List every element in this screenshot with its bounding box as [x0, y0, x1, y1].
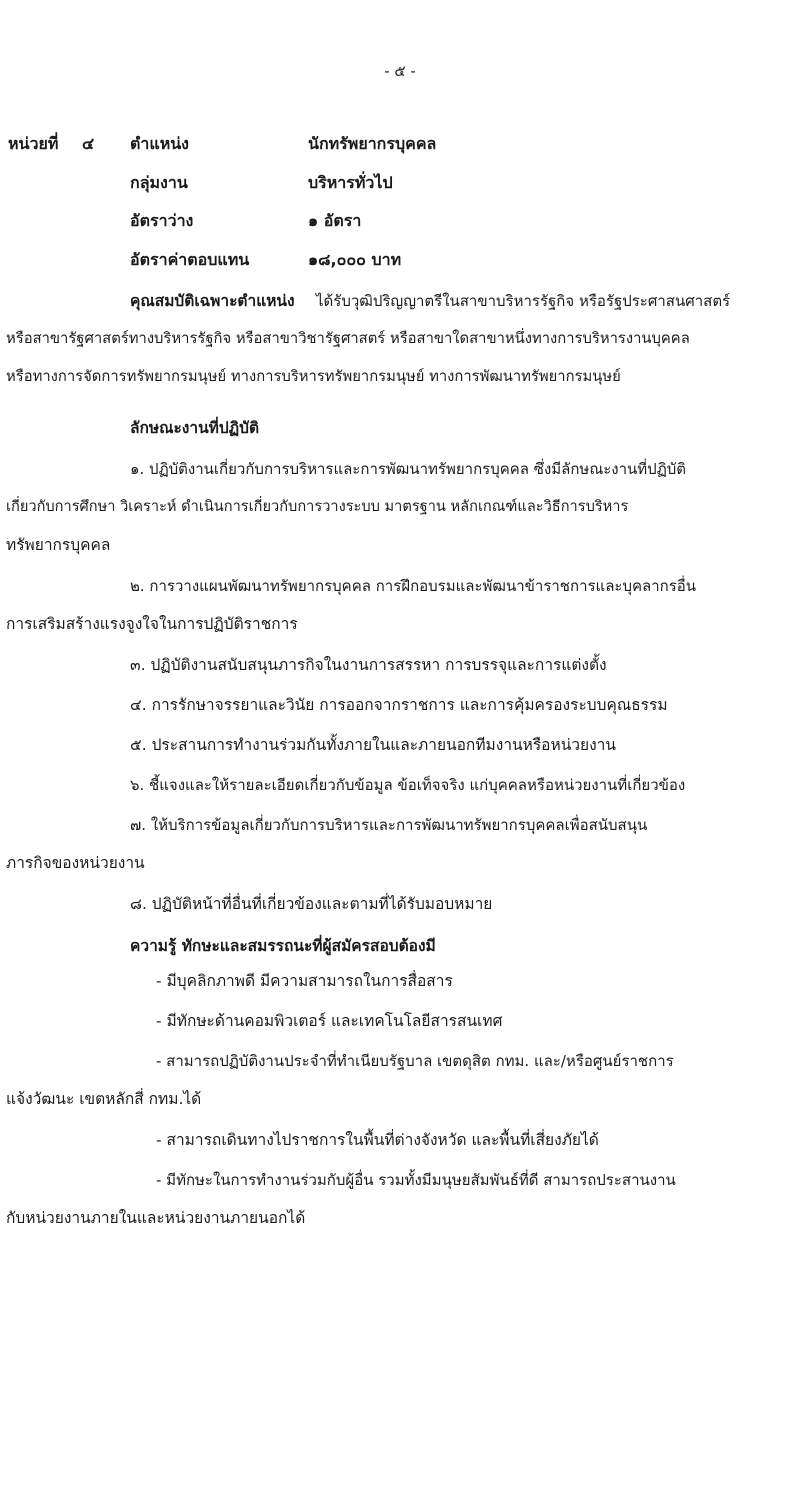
field-value-vacancy: ๑ อัตรา	[308, 211, 362, 230]
skill-item: กับหน่วยงานภายในและหน่วยงานภายนอกได้	[6, 1209, 306, 1227]
qualification-heading: คุณสมบัติเฉพาะตำแหน่ง	[130, 292, 295, 310]
duty-item: ๖. ชี้แจงและให้รายละเอียดเกี่ยวกับข้อมูล ข้อเท็จจริง แก่บุคคลหรือหน่วยงานที่เกี่ยวข้อง	[130, 776, 686, 794]
duty-item: การเสริมสร้างแรงจูงใจในการปฏิบัติราชการ	[6, 615, 298, 633]
skill-item: แจ้งวัฒนะ เขตหลักสี่ กทม.ได้	[6, 1090, 202, 1108]
skill-item: - มีบุคลิกภาพดี มีความสามารถในการสื่อสาร	[156, 972, 453, 990]
skill-item: - สามารถเดินทางไปราชการในพื้นที่ต่างจังหวัด และพื้นที่เสี่ยงภัยได้	[156, 1131, 599, 1149]
page-number: - ๕ -	[384, 62, 416, 80]
duty-item: ๘. ปฏิบัติหน้าที่อื่นที่เกี่ยวข้องและตามที่ได้รับมอบหมาย	[130, 895, 493, 913]
duty-item: ๔. การรักษาจรรยาและวินัย การออกจากราชการ และการคุ้มครองระบบคุณธรรม	[130, 696, 668, 714]
duty-item: ๕. ประสานการทำงานร่วมกันทั้งภายในและภายนอกทีมงานหรือหน่วยงาน	[130, 736, 616, 754]
duties-heading: ลักษณะงานที่ปฏิบัติ	[130, 419, 260, 437]
skills-heading: ความรู้ ทักษะและสมรรถนะที่ผู้สมัครสอบต้องมี	[130, 937, 436, 955]
skill-item: - สามารถปฏิบัติงานประจำที่ทำเนียบรัฐบาล เขตดุสิต กทม. และ/หรือศูนย์ราชการ	[156, 1052, 674, 1070]
duty-item: ๑. ปฏิบัติงานเกี่ยวกับการบริหารและการพัฒนาทรัพยากรบุคคล ซึ่งมีลักษณะงานที่ปฏิบัติ	[130, 460, 687, 478]
field-label-group: กลุ่มงาน	[130, 173, 188, 192]
field-label-vacancy: อัตราว่าง	[130, 211, 194, 230]
field-value-position: นักทรัพยากรบุคคล	[308, 134, 437, 153]
skill-item: - มีทักษะในการทำงานร่วมกับผู้อื่น รวมทั้งมีมนุษยสัมพันธ์ที่ดี สามารถประสานงาน	[156, 1171, 676, 1189]
field-value-group: บริหารทั่วไป	[308, 173, 393, 192]
field-label-position: ตำแหน่ง	[130, 134, 189, 153]
duty-item: เกี่ยวกับการศึกษา วิเคราะห์ ดำเนินการเกี่ยวกับการวางระบบ มาตรฐาน หลักเกณฑ์และวิธีการบริหาร	[6, 498, 629, 515]
duty-item: ๒. การวางแผนพัฒนาทรัพยากรบุคคล การฝึกอบรมและพัฒนาข้าราชการและบุคลากรอื่น	[130, 577, 697, 595]
field-label-salary: อัตราค่าตอบแทน	[130, 250, 250, 269]
duty-item: ภารกิจของหน่วยงาน	[6, 854, 145, 872]
duty-item: ทรัพยากรบุคคล	[6, 536, 111, 554]
duty-item: ๓. ปฏิบัติงานสนับสนุนภารกิจในงานการสรรหา การบรรจุและการแต่งตั้ง	[130, 656, 607, 674]
field-value-salary: ๑๘,๐๐๐ บาท	[308, 250, 402, 269]
qualification-line: ได้รับวุฒิปริญญาตรีในสาขาบริหารรัฐกิจ หรือรัฐประศาสนศาสตร์	[316, 292, 731, 310]
duty-item: ๗. ให้บริการข้อมูลเกี่ยวกับการบริหารและการพัฒนาทรัพยากรบุคคลเพื่อสนับสนุน	[130, 816, 648, 834]
skill-item: - มีทักษะด้านคอมพิวเตอร์ และเทคโนโลยีสารสนเทศ	[156, 1012, 503, 1030]
unit-number: ๔	[82, 134, 95, 153]
qualification-line: หรือทางการจัดการทรัพยากรมนุษย์ ทางการบริหารทรัพยากรมนุษย์ ทางการพัฒนาทรัพยากรมนุษย์	[6, 368, 621, 385]
qualification-line: หรือสาขารัฐศาสตร์ทางบริหารรัฐกิจ หรือสาขาวิชารัฐศาสตร์ หรือสาขาใดสาขาหนึ่งทางการบริหารงานบุคคล	[6, 330, 690, 347]
unit-label: หน่วยที่	[8, 134, 59, 153]
